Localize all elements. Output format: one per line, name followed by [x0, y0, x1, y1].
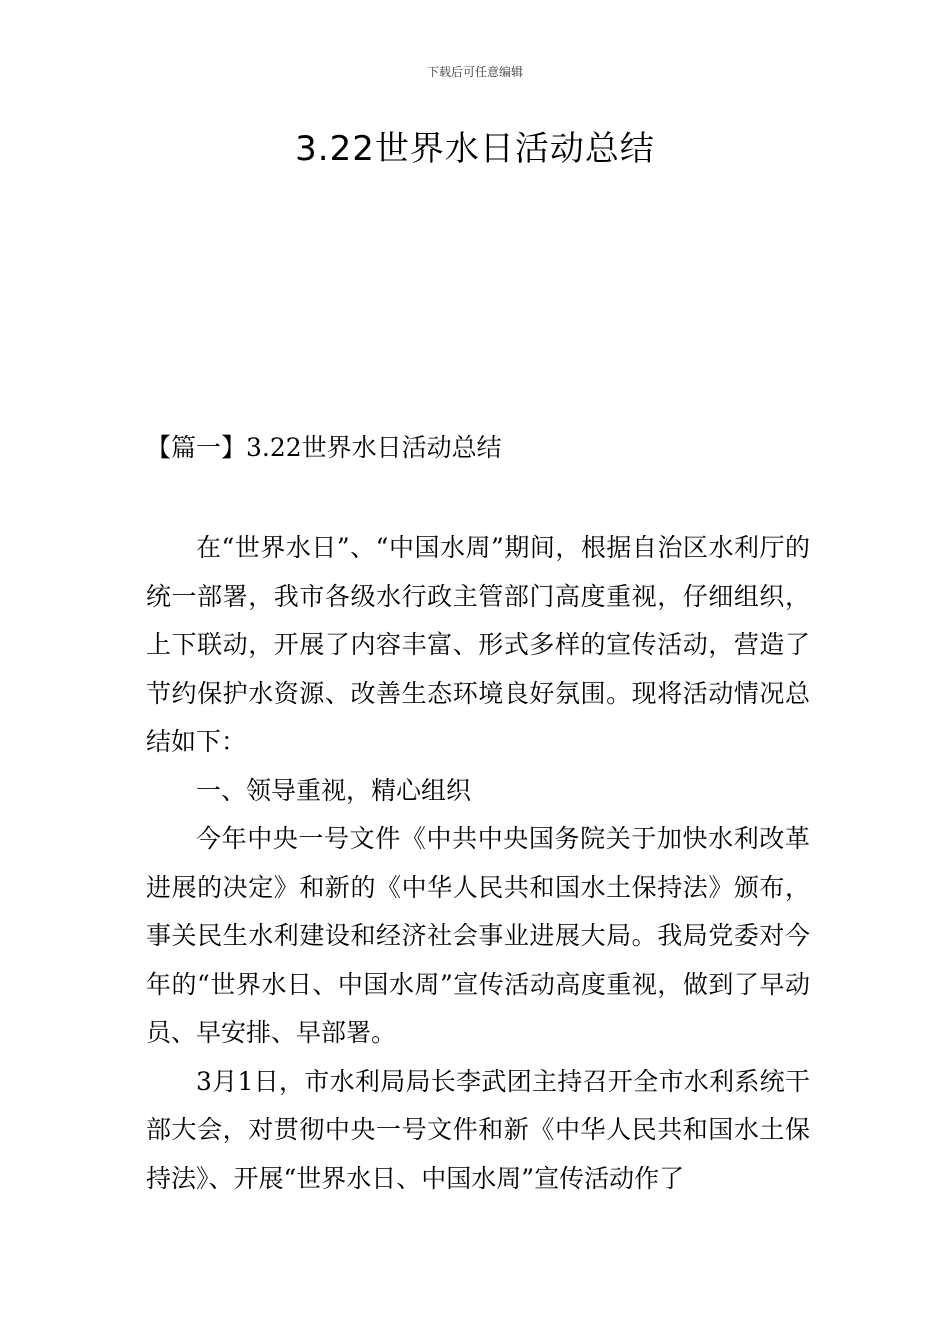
- paragraph-leadership: 今年中央一号文件《中共中央国务院关于加快水利改革进展的决定》和新的《中华人民共和国水土保持法》颁布，事关民生水利建设和经济社会事业进展大局。我局党委对今年的“世界水日、中国水周”宣传活动高度重视，做到了早动员、早安排、早部署。: [146, 824, 810, 1047]
- paragraph-intro: 在“世界水日”、“中国水周”期间，根据自治区水利厅的统一部署，我市各级水行政主管部门高度重视，仔细组织，上下联动，开展了内容丰富、形式多样的宣传活动，营造了节约保护水资源、改善生态环境良好氛围。现将活动情况总结如下：: [146, 533, 810, 756]
- document-title: 3.22世界水日活动总结: [295, 129, 655, 169]
- paragraph-meeting: 3月1日，市水利局局长李武团主持召开全市水利系统干部大会，对贯彻中央一号文件和新《中华人民共和国水土保持法》、开展“世界水日、中国水周”宣传活动作了: [146, 1066, 810, 1193]
- paragraph-subheading: 一、领导重视，精心组织: [196, 775, 472, 805]
- section-heading: 【篇一】3.22世界水日活动总结: [146, 433, 502, 462]
- header-note: 下载后可任意编辑: [426, 65, 523, 79]
- document-body: [146, 524, 810, 1203]
